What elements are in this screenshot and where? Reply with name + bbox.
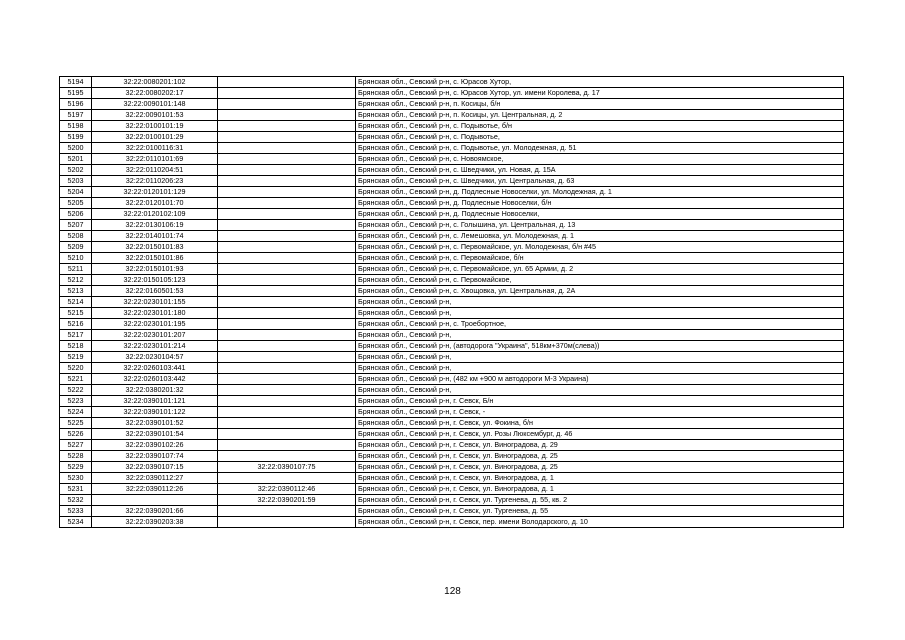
row-number-cell: 5214 — [60, 297, 92, 308]
address-cell: Брянская обл., Севский р-н, с. Лемешовка, ул. Молодежная, д. 1 — [356, 231, 844, 242]
address-cell: Брянская обл., Севский р-н, г. Севск, ул. Тургенева, д. 55, кв. 2 — [356, 495, 844, 506]
row-number-cell: 5227 — [60, 440, 92, 451]
previous-number-cell — [218, 473, 356, 484]
previous-number-cell — [218, 275, 356, 286]
row-number-cell: 5207 — [60, 220, 92, 231]
cadastral-number-cell: 32:22:0390107:15 — [92, 462, 218, 473]
cadastral-number-cell: 32:22:0390107:74 — [92, 451, 218, 462]
row-number-cell: 5210 — [60, 253, 92, 264]
previous-number-cell — [218, 253, 356, 264]
cadastral-number-cell: 32:22:0110204:51 — [92, 165, 218, 176]
previous-number-cell — [218, 363, 356, 374]
table-row — [60, 110, 844, 121]
address-cell: Брянская обл., Севский р-н, г. Севск, ул. Виноградова, д. 25 — [356, 462, 844, 473]
previous-number-cell — [218, 506, 356, 517]
cadastral-number-cell: 32:22:0150101:86 — [92, 253, 218, 264]
table-row — [60, 462, 844, 473]
previous-number-cell — [218, 319, 356, 330]
table-row — [60, 99, 844, 110]
previous-number-cell — [218, 187, 356, 198]
row-number-cell: 5223 — [60, 396, 92, 407]
cadastral-number-cell: 32:22:0110101:69 — [92, 154, 218, 165]
table-row — [60, 88, 844, 99]
table-row — [60, 220, 844, 231]
registry-table-body — [60, 77, 844, 528]
previous-number-cell — [218, 297, 356, 308]
table-row — [60, 319, 844, 330]
row-number-cell: 5222 — [60, 385, 92, 396]
table-row — [60, 396, 844, 407]
table-row — [60, 451, 844, 462]
previous-number-cell: 32:22:0390112:46 — [218, 484, 356, 495]
row-number-cell: 5202 — [60, 165, 92, 176]
table-row — [60, 132, 844, 143]
row-number-cell: 5197 — [60, 110, 92, 121]
row-number-cell: 5217 — [60, 330, 92, 341]
cadastral-number-cell: 32:22:0150101:93 — [92, 264, 218, 275]
previous-number-cell — [218, 407, 356, 418]
address-cell: Брянская обл., Севский р-н, г. Севск, ул. Виноградова, д. 1 — [356, 484, 844, 495]
table-row — [60, 418, 844, 429]
address-cell: Брянская обл., Севский р-н, с. Подывотье, б/н — [356, 121, 844, 132]
cadastral-number-cell: 32:22:0390101:121 — [92, 396, 218, 407]
row-number-cell: 5196 — [60, 99, 92, 110]
row-number-cell: 5213 — [60, 286, 92, 297]
table-row — [60, 165, 844, 176]
cadastral-number-cell: 32:22:0120101:70 — [92, 198, 218, 209]
previous-number-cell — [218, 176, 356, 187]
table-row — [60, 121, 844, 132]
table-row — [60, 330, 844, 341]
table-row — [60, 143, 844, 154]
previous-number-cell — [218, 308, 356, 319]
cadastral-number-cell: 32:22:0390201:66 — [92, 506, 218, 517]
row-number-cell: 5224 — [60, 407, 92, 418]
previous-number-cell — [218, 121, 356, 132]
address-cell: Брянская обл., Севский р-н, — [356, 363, 844, 374]
cadastral-number-cell: 32:22:0100101:29 — [92, 132, 218, 143]
address-cell: Брянская обл., Севский р-н, г. Севск, ул. Розы Люксембург, д. 46 — [356, 429, 844, 440]
address-cell: Брянская обл., Севский р-н, с. Голышина, ул. Центральная, д. 13 — [356, 220, 844, 231]
cadastral-number-cell: 32:22:0390203:38 — [92, 517, 218, 528]
address-cell: Брянская обл., Севский р-н, г. Севск, ул. Виноградова, д. 1 — [356, 473, 844, 484]
address-cell: Брянская обл., Севский р-н, г. Севск, ул. Тургенева, д. 55 — [356, 506, 844, 517]
cadastral-number-cell: 32:22:0390101:52 — [92, 418, 218, 429]
cadastral-number-cell: 32:22:0230101:207 — [92, 330, 218, 341]
cadastral-number-cell: 32:22:0100116:31 — [92, 143, 218, 154]
previous-number-cell — [218, 396, 356, 407]
table-row — [60, 473, 844, 484]
table-row — [60, 352, 844, 363]
address-cell: Брянская обл., Севский р-н, с. Подывотье, ул. Молодежная, д. 51 — [356, 143, 844, 154]
row-number-cell: 5215 — [60, 308, 92, 319]
row-number-cell: 5200 — [60, 143, 92, 154]
row-number-cell: 5216 — [60, 319, 92, 330]
cadastral-number-cell — [92, 495, 218, 506]
previous-number-cell — [218, 143, 356, 154]
address-cell: Брянская обл., Севский р-н, — [356, 352, 844, 363]
address-cell: Брянская обл., Севский р-н, — [356, 330, 844, 341]
table-row — [60, 264, 844, 275]
table-row — [60, 341, 844, 352]
cadastral-number-cell: 32:22:0150101:83 — [92, 242, 218, 253]
address-cell: Брянская обл., Севский р-н, с. Шведчики, ул. Центральная, д. 63 — [356, 176, 844, 187]
row-number-cell: 5230 — [60, 473, 92, 484]
registry-table — [59, 76, 844, 528]
previous-number-cell — [218, 242, 356, 253]
cadastral-number-cell: 32:22:0110206:23 — [92, 176, 218, 187]
table-row — [60, 484, 844, 495]
address-cell: Брянская обл., Севский р-н, с. Подывотье, — [356, 132, 844, 143]
table-row — [60, 363, 844, 374]
address-cell: Брянская обл., Севский р-н, — [356, 297, 844, 308]
cadastral-number-cell: 32:22:0230101:180 — [92, 308, 218, 319]
table-row — [60, 297, 844, 308]
previous-number-cell — [218, 165, 356, 176]
table-row — [60, 154, 844, 165]
row-number-cell: 5199 — [60, 132, 92, 143]
row-number-cell: 5228 — [60, 451, 92, 462]
address-cell: Брянская обл., Севский р-н, г. Севск, ул. Виноградова, д. 25 — [356, 451, 844, 462]
table-row — [60, 440, 844, 451]
address-cell: Брянская обл., Севский р-н, (482 км +900 м автодороги М-3 Украина) — [356, 374, 844, 385]
table-row — [60, 495, 844, 506]
address-cell: Брянская обл., Севский р-н, с. Первомайское, ул. Молодежная, б/н #45 — [356, 242, 844, 253]
address-cell: Брянская обл., Севский р-н, д. Подлесные Новоселки, — [356, 209, 844, 220]
previous-number-cell — [218, 88, 356, 99]
address-cell: Брянская обл., Севский р-н, с. Первомайское, б/н — [356, 253, 844, 264]
previous-number-cell — [218, 385, 356, 396]
cadastral-number-cell: 32:22:0390101:54 — [92, 429, 218, 440]
cadastral-number-cell: 32:22:0260103:442 — [92, 374, 218, 385]
cadastral-number-cell: 32:22:0230101:155 — [92, 297, 218, 308]
cadastral-number-cell: 32:22:0130106:19 — [92, 220, 218, 231]
cadastral-number-cell: 32:22:0390101:122 — [92, 407, 218, 418]
previous-number-cell — [218, 231, 356, 242]
cadastral-number-cell: 32:22:0100101:19 — [92, 121, 218, 132]
previous-number-cell — [218, 330, 356, 341]
previous-number-cell — [218, 451, 356, 462]
cadastral-number-cell: 32:22:0080201:102 — [92, 77, 218, 88]
address-cell: Брянская обл., Севский р-н, — [356, 308, 844, 319]
previous-number-cell — [218, 286, 356, 297]
row-number-cell: 5212 — [60, 275, 92, 286]
table-row — [60, 506, 844, 517]
row-number-cell: 5195 — [60, 88, 92, 99]
previous-number-cell — [218, 220, 356, 231]
cadastral-number-cell: 32:22:0090101:53 — [92, 110, 218, 121]
cadastral-number-cell: 32:22:0160501:53 — [92, 286, 218, 297]
table-row — [60, 374, 844, 385]
previous-number-cell — [218, 132, 356, 143]
previous-number-cell — [218, 429, 356, 440]
cadastral-number-cell: 32:22:0380201:32 — [92, 385, 218, 396]
table-row — [60, 176, 844, 187]
previous-number-cell — [218, 374, 356, 385]
row-number-cell: 5226 — [60, 429, 92, 440]
row-number-cell: 5201 — [60, 154, 92, 165]
address-cell: Брянская обл., Севский р-н, — [356, 385, 844, 396]
address-cell: Брянская обл., Севский р-н, г. Севск, - — [356, 407, 844, 418]
address-cell: Брянская обл., Севский р-н, с. Новоямское, — [356, 154, 844, 165]
cadastral-number-cell: 32:22:0150105:123 — [92, 275, 218, 286]
row-number-cell: 5234 — [60, 517, 92, 528]
cadastral-number-cell: 32:22:0090101:148 — [92, 99, 218, 110]
previous-number-cell — [218, 352, 356, 363]
cadastral-number-cell: 32:22:0390112:26 — [92, 484, 218, 495]
address-cell: Брянская обл., Севский р-н, д. Подлесные Новоселки, б/н — [356, 198, 844, 209]
previous-number-cell — [218, 264, 356, 275]
previous-number-cell — [218, 209, 356, 220]
address-cell: Брянская обл., Севский р-н, п. Косицы, ул. Центральная, д. 2 — [356, 110, 844, 121]
row-number-cell: 5219 — [60, 352, 92, 363]
address-cell: Брянская обл., Севский р-н, г. Севск, Б/н — [356, 396, 844, 407]
table-row — [60, 385, 844, 396]
previous-number-cell — [218, 154, 356, 165]
cadastral-number-cell: 32:22:0120101:129 — [92, 187, 218, 198]
row-number-cell: 5206 — [60, 209, 92, 220]
cadastral-number-cell: 32:22:0230101:195 — [92, 319, 218, 330]
previous-number-cell: 32:22:0390201:59 — [218, 495, 356, 506]
cadastral-number-cell: 32:22:0080202:17 — [92, 88, 218, 99]
row-number-cell: 5208 — [60, 231, 92, 242]
row-number-cell: 5225 — [60, 418, 92, 429]
address-cell: Брянская обл., Севский р-н, с. Первомайское, — [356, 275, 844, 286]
cadastral-number-cell: 32:22:0390102:26 — [92, 440, 218, 451]
address-cell: Брянская обл., Севский р-н, д. Подлесные Новоселки, ул. Молодежная, д. 1 — [356, 187, 844, 198]
previous-number-cell — [218, 77, 356, 88]
cadastral-number-cell: 32:22:0230101:214 — [92, 341, 218, 352]
table-row — [60, 308, 844, 319]
row-number-cell: 5203 — [60, 176, 92, 187]
address-cell: Брянская обл., Севский р-н, г. Севск, ул. Виноградова, д. 29 — [356, 440, 844, 451]
row-number-cell: 5209 — [60, 242, 92, 253]
table-row — [60, 253, 844, 264]
row-number-cell: 5233 — [60, 506, 92, 517]
address-cell: Брянская обл., Севский р-н, п. Косицы, б/н — [356, 99, 844, 110]
row-number-cell: 5211 — [60, 264, 92, 275]
row-number-cell: 5205 — [60, 198, 92, 209]
address-cell: Брянская обл., Севский р-н, с. Хвощовка, ул. Центральная, д. 2А — [356, 286, 844, 297]
table-row — [60, 286, 844, 297]
row-number-cell: 5204 — [60, 187, 92, 198]
row-number-cell: 5229 — [60, 462, 92, 473]
address-cell: Брянская обл., Севский р-н, г. Севск, пер. имени Володарского, д. 10 — [356, 517, 844, 528]
table-row — [60, 77, 844, 88]
previous-number-cell — [218, 110, 356, 121]
cadastral-number-cell: 32:22:0230104:57 — [92, 352, 218, 363]
table-row — [60, 429, 844, 440]
previous-number-cell — [218, 418, 356, 429]
address-cell: Брянская обл., Севский р-н, с. Юрасов Хутор, — [356, 77, 844, 88]
address-cell: Брянская обл., Севский р-н, с. Первомайское, ул. 65 Армии, д. 2 — [356, 264, 844, 275]
table-row — [60, 209, 844, 220]
table-row — [60, 198, 844, 209]
address-cell: Брянская обл., Севский р-н, с. Юрасов Хутор, ул. имени Королева, д. 17 — [356, 88, 844, 99]
table-row — [60, 242, 844, 253]
previous-number-cell: 32:22:0390107:75 — [218, 462, 356, 473]
row-number-cell: 5232 — [60, 495, 92, 506]
row-number-cell: 5221 — [60, 374, 92, 385]
table-row — [60, 275, 844, 286]
previous-number-cell — [218, 341, 356, 352]
address-cell: Брянская обл., Севский р-н, с. Шведчики, ул. Новая, д. 15А — [356, 165, 844, 176]
table-row — [60, 231, 844, 242]
cadastral-number-cell: 32:22:0120102:109 — [92, 209, 218, 220]
table-row — [60, 407, 844, 418]
previous-number-cell — [218, 517, 356, 528]
address-cell: Брянская обл., Севский р-н, г. Севск, ул. Фокина, б/н — [356, 418, 844, 429]
table-row — [60, 187, 844, 198]
row-number-cell: 5220 — [60, 363, 92, 374]
page-number: 128 — [444, 586, 461, 597]
address-cell: Брянская обл., Севский р-н, с. Троебортное, — [356, 319, 844, 330]
cadastral-number-cell: 32:22:0390112:27 — [92, 473, 218, 484]
cadastral-number-cell: 32:22:0140101:74 — [92, 231, 218, 242]
address-cell: Брянская обл., Севский р-н, (автодорога "Украина", 518км+370м(слева)) — [356, 341, 844, 352]
row-number-cell: 5218 — [60, 341, 92, 352]
row-number-cell: 5231 — [60, 484, 92, 495]
previous-number-cell — [218, 198, 356, 209]
previous-number-cell — [218, 99, 356, 110]
row-number-cell: 5198 — [60, 121, 92, 132]
row-number-cell: 5194 — [60, 77, 92, 88]
table-row — [60, 517, 844, 528]
previous-number-cell — [218, 440, 356, 451]
cadastral-number-cell: 32:22:0260103:441 — [92, 363, 218, 374]
